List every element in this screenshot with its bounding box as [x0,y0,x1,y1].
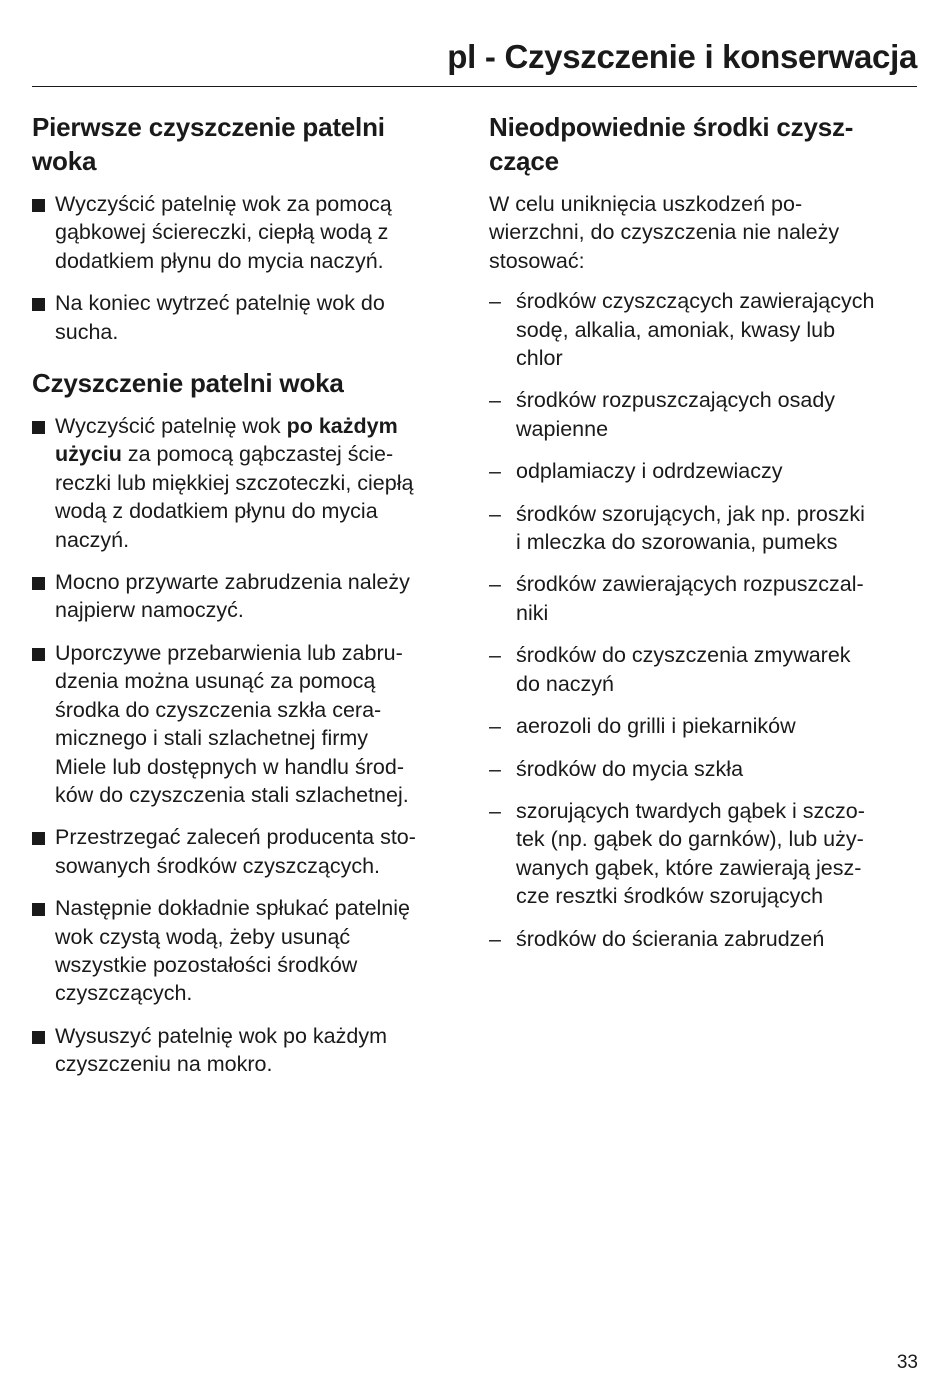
text-line: najpierw namoczyć. [55,598,244,623]
dash-bullet: – [489,643,501,668]
text-line: ków do czyszczenia stali szlachetnej. [55,782,409,807]
text-line: Wysuszyć patelnię wok po każdym [55,1023,387,1048]
heading-line: Pierwsze czyszczenie patelni [32,112,385,142]
list-item [489,755,919,783]
dash-bullet: – [489,459,501,484]
text-line: Na koniec wytrzeć patelnię wok do [55,291,385,316]
text-line: sucha. [55,319,119,344]
text-run: Wyczyścić patelnię wok [55,414,287,439]
list-item [32,1022,462,1079]
section-heading-wok-cleaning: Czyszczenie patelni woka [32,368,344,399]
text-line: wierzchni, do czyszczenia nie należy [489,220,840,245]
text-line: czyszczących. [55,981,193,1006]
text-line: środków szorujących, jak np. proszki [516,501,865,526]
text-line: naczyń. [55,527,130,552]
list-item [32,412,462,554]
text-line: do naczyń [516,671,615,696]
heading-line: Nieodpowiednie środki czysz- [489,112,854,142]
dash-bullet: – [489,756,501,781]
text-line: Uporczywe przebarwienia lub zabru- [55,640,403,665]
list-item [489,500,919,557]
text-line: Mocno przywarte zabrudzenia należy [55,570,410,595]
text-line: wanych gąbek, które zawierają jesz- [516,855,862,880]
text-line: niki [516,600,549,625]
text-line: gąbkowej ściereczki, ciepłą wodą z [55,220,389,245]
text-run: za pomocą gąbczastej ście- [121,442,394,467]
intro-paragraph [489,190,919,275]
square-bullet-icon [32,421,45,434]
list-item [32,568,462,625]
square-bullet-icon [32,577,45,590]
text-line: Przestrzegać zaleceń producenta sto- [55,825,416,850]
text-line: środków do ścierania zabrudzeń [516,926,825,951]
bold-text: po każdym [286,414,398,439]
list-item [489,570,919,627]
text-line: wok czystą wodą, żeby usunąć [55,924,351,949]
text-line: sowanych środków czyszczących. [55,853,380,878]
heading-line: woka [32,146,97,176]
text-line: wapienne [516,416,609,441]
dash-bullet: – [489,926,501,951]
section-heading-unsuitable-cleaners [489,110,919,178]
list-item [489,457,919,485]
text-line: środka do czyszczenia szkła cera- [55,697,382,722]
unsuitable-cleaners-list [489,287,919,953]
dash-bullet: – [489,501,501,526]
dash-bullet: – [489,388,501,413]
text-line: czyszczeniu na mokro. [55,1052,273,1077]
text-line: Następnie dokładnie spłukać patelnię [55,896,410,921]
text-line: i mleczka do szorowania, pumeks [516,530,838,555]
list-item [489,797,919,911]
square-bullet-icon [32,648,45,661]
square-bullet-icon [32,903,45,916]
list-item [489,386,919,443]
list-item [489,925,919,953]
wok-cleaning-list [32,412,462,1079]
text-line: stosować: [489,248,585,273]
text-line: szorujących twardych gąbek i szczo- [516,798,865,823]
text-line: środków do mycia szkła [516,756,744,781]
page-title: pl - Czyszczenie i konserwacja [447,38,917,75]
dash-bullet: – [489,798,501,823]
list-item [489,712,919,740]
text-line: chlor [516,346,563,371]
text-line: środków czyszczących zawierających [516,289,875,314]
text-line: tek (np. gąbek do garnków), lub uży- [516,827,864,852]
dash-bullet: – [489,714,501,739]
list-item [489,287,919,372]
page-number: 33 [896,1352,918,1373]
text-line: dodatkiem płynu do mycia naczyń. [55,248,384,273]
square-bullet-icon [32,199,45,212]
list-item [32,289,462,346]
list-item [489,641,919,698]
text-line: środków rozpuszczających osady [516,388,836,413]
list-item [32,894,462,1008]
text-line: odplamiaczy i odrdzewiaczy [516,459,783,484]
list-item [32,823,462,880]
dash-bullet: – [489,289,501,314]
list-item [32,190,462,275]
text-line: dzenia można usunąć za pomocą [55,669,376,694]
dash-bullet: – [489,572,501,597]
square-bullet-icon [32,1031,45,1044]
bold-text: użyciu [55,442,122,467]
text-line: środków zawierających rozpuszczal- [516,572,864,597]
text-line: środków do czyszczenia zmywarek [516,643,851,668]
right-column [489,110,919,967]
first-cleaning-list [32,190,462,346]
text-line: reczki lub miękkiej szczoteczki, ciepłą [55,470,414,495]
square-bullet-icon [32,832,45,845]
text-line: Miele lub dostępnych w handlu środ- [55,754,404,779]
left-column [32,110,462,1093]
text-line: Wyczyścić patelnię wok za pomocą [55,192,392,216]
list-item [32,639,462,809]
text-line: micznego i stali szlachetnej firmy [55,726,369,751]
text-line: cze resztki środków szorujących [516,884,824,909]
section-heading-first-cleaning [32,110,462,178]
text-line: sodę, alkalia, amoniak, kwasy lub [516,317,836,342]
text-line: wodą z dodatkiem płynu do mycia [55,499,378,524]
header-divider [32,86,917,87]
text-line: wszystkie pozostałości środków [55,952,358,977]
heading-line: czące [489,146,559,176]
text-line: aerozoli do grilli i piekarników [516,714,796,739]
square-bullet-icon [32,298,45,311]
text-line: W celu uniknięcia uszkodzeń po- [489,192,803,216]
